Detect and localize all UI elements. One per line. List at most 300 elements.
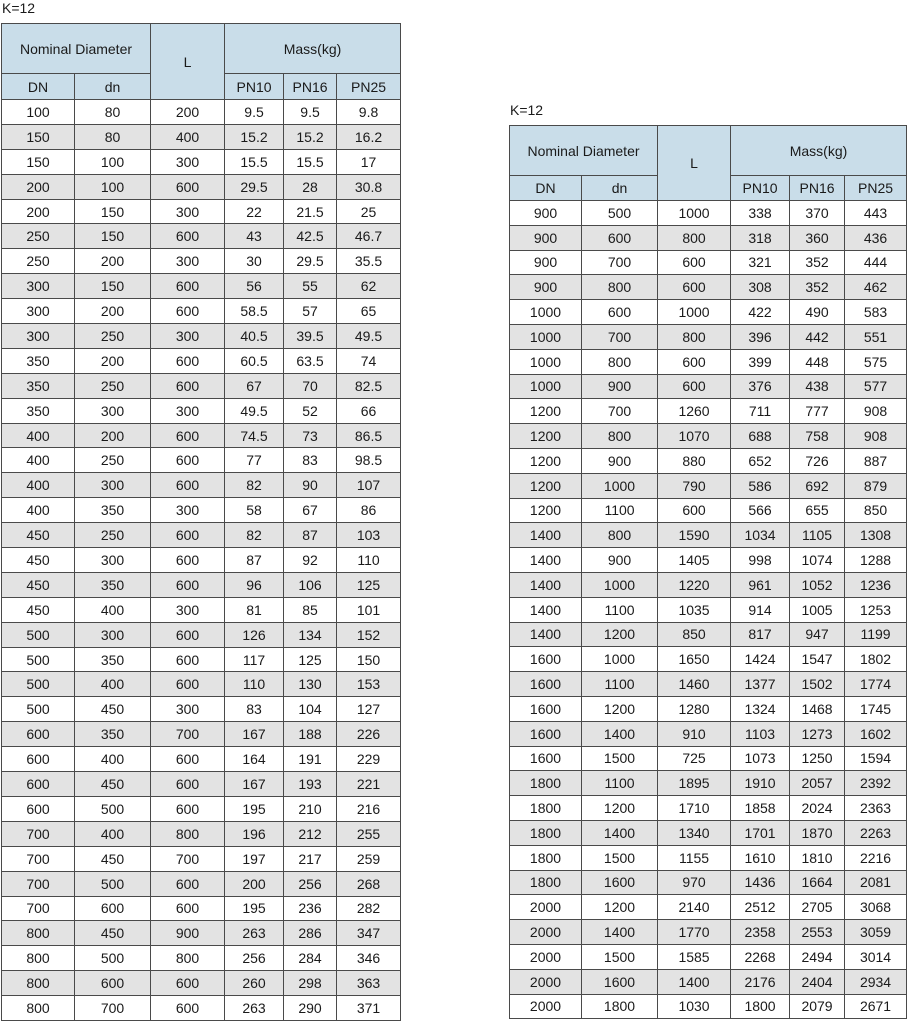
pn10-cell: 82: [225, 473, 284, 498]
dn-lower-cell: 900: [582, 448, 658, 473]
pn16-cell: 104: [284, 697, 337, 722]
table-row: [2, 597, 401, 622]
table-row: [2, 572, 401, 597]
l-cell: 1070: [658, 424, 731, 449]
l-cell: 600: [151, 572, 225, 597]
table-row: [2, 996, 401, 1021]
dn-lower-cell: 1400: [582, 721, 658, 746]
pn16-cell: 85: [284, 597, 337, 622]
dn-lower-cell: 300: [75, 398, 151, 423]
mass-header: Mass(kg): [731, 126, 907, 176]
table-row: [2, 224, 401, 249]
pn16-cell: 777: [790, 399, 845, 424]
pn16-cell: 2494: [790, 944, 845, 969]
l-cell: 1405: [658, 548, 731, 573]
pn10-cell: 96: [225, 572, 284, 597]
pn25-cell: 125: [337, 572, 401, 597]
dn-lower-cell: 400: [75, 747, 151, 772]
dn-lower-cell: 200: [75, 249, 151, 274]
pn10-cell: 256: [225, 946, 284, 971]
l-cell: 900: [151, 921, 225, 946]
pn10-cell: 688: [731, 424, 790, 449]
dn-lower-cell: 700: [582, 250, 658, 275]
dn-lower-cell: 200: [75, 348, 151, 373]
pn10-cell: 2268: [731, 944, 790, 969]
table-row: [2, 473, 401, 498]
dn-lower-cell: 1100: [582, 771, 658, 796]
pn16-cell: 2079: [790, 994, 845, 1019]
table-row: [510, 548, 907, 573]
pn25-cell: 444: [845, 250, 907, 275]
dn-lower-cell: 900: [582, 374, 658, 399]
table-row: [510, 349, 907, 374]
l-cell: 970: [658, 870, 731, 895]
dn-lower-cell: 250: [75, 373, 151, 398]
table-row: [2, 846, 401, 871]
table-row: [510, 572, 907, 597]
table-row: [2, 796, 401, 821]
l-cell: 1000: [658, 300, 731, 325]
dn-upper-cell: 600: [2, 772, 75, 797]
table-row: [510, 845, 907, 870]
dn-lower-cell: 500: [75, 796, 151, 821]
dn-lower-cell: 400: [75, 821, 151, 846]
pn16-cell: 448: [790, 349, 845, 374]
dn-lower-cell: 700: [582, 324, 658, 349]
pn16-cell: 193: [284, 772, 337, 797]
dn-lower-cell: 350: [75, 498, 151, 523]
l-cell: 1000: [658, 201, 731, 226]
dn-upper-cell: 1000: [510, 300, 582, 325]
dn-upper-header: DN: [510, 176, 582, 201]
pn16-cell: 87: [284, 523, 337, 548]
dn-lower-cell: 1200: [582, 796, 658, 821]
dn-upper-cell: 350: [2, 373, 75, 398]
table-row: [2, 548, 401, 573]
pn10-cell: 1800: [731, 994, 790, 1019]
pn25-cell: 1602: [845, 721, 907, 746]
pn25-cell: 2081: [845, 870, 907, 895]
l-cell: 600: [151, 672, 225, 697]
l-cell: 600: [151, 373, 225, 398]
pn16-cell: 1052: [790, 572, 845, 597]
table-row: [2, 647, 401, 672]
pn25-cell: 9.8: [337, 100, 401, 125]
dn-lower-header: dn: [582, 176, 658, 201]
pn10-cell: 82: [225, 523, 284, 548]
l-cell: 1340: [658, 820, 731, 845]
pn16-cell: 352: [790, 275, 845, 300]
pn25-cell: 25: [337, 199, 401, 224]
pn25-header: PN25: [337, 74, 401, 100]
dn-upper-cell: 500: [2, 622, 75, 647]
dn-lower-cell: 1000: [582, 473, 658, 498]
pn25-cell: 1308: [845, 523, 907, 548]
table-row: [2, 722, 401, 747]
pn10-cell: 1324: [731, 696, 790, 721]
pn10-cell: 2512: [731, 895, 790, 920]
pn16-cell: 438: [790, 374, 845, 399]
pn25-cell: 3068: [845, 895, 907, 920]
l-cell: 600: [151, 224, 225, 249]
pn25-header: PN25: [845, 176, 907, 201]
pn16-cell: 83: [284, 448, 337, 473]
l-cell: 1650: [658, 647, 731, 672]
l-cell: 1220: [658, 572, 731, 597]
dn-upper-header: DN: [2, 74, 75, 100]
l-cell: 300: [151, 498, 225, 523]
dn-upper-cell: 700: [2, 871, 75, 896]
dn-upper-cell: 400: [2, 423, 75, 448]
dn-lower-cell: 250: [75, 523, 151, 548]
dn-lower-cell: 900: [582, 548, 658, 573]
pn10-cell: 1073: [731, 746, 790, 771]
table-row: [2, 772, 401, 797]
dn-lower-cell: 1100: [582, 672, 658, 697]
l-cell: 600: [151, 747, 225, 772]
dn-upper-cell: 800: [2, 921, 75, 946]
pn25-cell: 17: [337, 149, 401, 174]
table-row: [2, 348, 401, 373]
dn-lower-cell: 600: [75, 896, 151, 921]
dn-lower-cell: 1600: [582, 870, 658, 895]
pn16-cell: 1005: [790, 597, 845, 622]
table-row: [2, 100, 401, 125]
pn16-cell: 947: [790, 622, 845, 647]
pn16-cell: 92: [284, 548, 337, 573]
table-body: [510, 201, 907, 1019]
pn10-cell: 167: [225, 772, 284, 797]
dn-lower-cell: 1600: [582, 969, 658, 994]
pn10-header: PN10: [225, 74, 284, 100]
pn16-cell: 21.5: [284, 199, 337, 224]
pn10-cell: 422: [731, 300, 790, 325]
pn10-cell: 338: [731, 201, 790, 226]
dn-lower-cell: 400: [75, 672, 151, 697]
dn-lower-cell: 80: [75, 124, 151, 149]
l-cell: 1710: [658, 796, 731, 821]
pn16-cell: 2404: [790, 969, 845, 994]
pn10-cell: 200: [225, 871, 284, 896]
pn25-cell: 127: [337, 697, 401, 722]
table-row: [510, 622, 907, 647]
dn-upper-cell: 500: [2, 672, 75, 697]
pn10-cell: 566: [731, 498, 790, 523]
pn16-cell: 90: [284, 473, 337, 498]
l-cell: 800: [658, 324, 731, 349]
pn25-cell: 577: [845, 374, 907, 399]
table-row: [510, 250, 907, 275]
pn10-cell: 87: [225, 548, 284, 573]
pn25-cell: 346: [337, 946, 401, 971]
dn-upper-cell: 700: [2, 846, 75, 871]
pn25-cell: 1253: [845, 597, 907, 622]
pn16-cell: 1074: [790, 548, 845, 573]
table-row: [2, 124, 401, 149]
table-row: [2, 274, 401, 299]
pn10-cell: 77: [225, 448, 284, 473]
dn-lower-cell: 700: [75, 996, 151, 1021]
dn-lower-cell: 1000: [582, 572, 658, 597]
pn25-cell: 255: [337, 821, 401, 846]
dn-upper-cell: 350: [2, 398, 75, 423]
pn25-cell: 101: [337, 597, 401, 622]
table-row: [510, 201, 907, 226]
pn10-cell: 1610: [731, 845, 790, 870]
l-cell: 1155: [658, 845, 731, 870]
pn25-cell: 152: [337, 622, 401, 647]
pn25-cell: 575: [845, 349, 907, 374]
pn16-cell: 1468: [790, 696, 845, 721]
pn10-cell: 40.5: [225, 324, 284, 349]
pn25-cell: 3014: [845, 944, 907, 969]
l-cell: 300: [151, 199, 225, 224]
dn-upper-cell: 1200: [510, 448, 582, 473]
l-cell: 600: [151, 896, 225, 921]
dn-upper-cell: 200: [2, 199, 75, 224]
table-row: [2, 448, 401, 473]
table-row: [2, 523, 401, 548]
dn-upper-cell: 700: [2, 896, 75, 921]
pn25-cell: 443: [845, 201, 907, 226]
dn-upper-cell: 1800: [510, 796, 582, 821]
pn25-cell: 908: [845, 399, 907, 424]
pn10-cell: 15.5: [225, 149, 284, 174]
pn25-cell: 74: [337, 348, 401, 373]
pn16-cell: 70: [284, 373, 337, 398]
dn-lower-cell: 1800: [582, 994, 658, 1019]
dn-upper-cell: 900: [510, 250, 582, 275]
dn-upper-cell: 700: [2, 821, 75, 846]
dn-lower-cell: 350: [75, 572, 151, 597]
pn16-cell: 125: [284, 647, 337, 672]
table-row: [510, 870, 907, 895]
dn-upper-cell: 400: [2, 498, 75, 523]
pn16-cell: 28: [284, 174, 337, 199]
l-cell: 800: [151, 946, 225, 971]
pn25-cell: 436: [845, 225, 907, 250]
pn25-cell: 850: [845, 498, 907, 523]
dn-upper-cell: 1600: [510, 672, 582, 697]
pn25-cell: 1745: [845, 696, 907, 721]
pn10-cell: 1701: [731, 820, 790, 845]
l-cell: 600: [658, 498, 731, 523]
pn25-cell: 66: [337, 398, 401, 423]
pn10-cell: 110: [225, 672, 284, 697]
pn25-cell: 347: [337, 921, 401, 946]
dn-lower-cell: 450: [75, 846, 151, 871]
table-row: [510, 473, 907, 498]
dn-upper-cell: 300: [2, 299, 75, 324]
table-row: [2, 373, 401, 398]
l-cell: 800: [658, 225, 731, 250]
pn25-cell: 583: [845, 300, 907, 325]
dn-upper-cell: 450: [2, 572, 75, 597]
l-cell: 600: [151, 348, 225, 373]
pn16-cell: 286: [284, 921, 337, 946]
dn-lower-cell: 500: [75, 946, 151, 971]
pn25-cell: 107: [337, 473, 401, 498]
pn16-cell: 1547: [790, 647, 845, 672]
dn-lower-cell: 200: [75, 423, 151, 448]
pn16-cell: 42.5: [284, 224, 337, 249]
table-row: [2, 921, 401, 946]
l-cell: 300: [151, 149, 225, 174]
pn16-cell: 134: [284, 622, 337, 647]
dn-lower-cell: 1400: [582, 820, 658, 845]
dn-upper-cell: 2000: [510, 920, 582, 945]
table-row: [2, 398, 401, 423]
pn25-cell: 2263: [845, 820, 907, 845]
dn-upper-cell: 1400: [510, 548, 582, 573]
dn-upper-cell: 600: [2, 722, 75, 747]
pn16-cell: 52: [284, 398, 337, 423]
dn-upper-cell: 900: [510, 201, 582, 226]
pn25-cell: 1199: [845, 622, 907, 647]
dn-lower-cell: 200: [75, 299, 151, 324]
pn16-cell: 1664: [790, 870, 845, 895]
pn10-cell: 2358: [731, 920, 790, 945]
table-body: [2, 100, 401, 1021]
pn25-cell: 1594: [845, 746, 907, 771]
dn-lower-cell: 1200: [582, 696, 658, 721]
pn25-cell: 887: [845, 448, 907, 473]
table-row: [2, 871, 401, 896]
l-cell: 200: [151, 100, 225, 125]
pn25-cell: 153: [337, 672, 401, 697]
dn-upper-cell: 1400: [510, 622, 582, 647]
dn-lower-cell: 250: [75, 448, 151, 473]
dn-lower-cell: 800: [582, 523, 658, 548]
dn-upper-cell: 2000: [510, 994, 582, 1019]
l-cell: 600: [151, 796, 225, 821]
pn10-header: PN10: [731, 176, 790, 201]
pn10-cell: 67: [225, 373, 284, 398]
dn-upper-cell: 1400: [510, 523, 582, 548]
dn-upper-cell: 100: [2, 100, 75, 125]
pn25-cell: 46.7: [337, 224, 401, 249]
pn10-cell: 56: [225, 274, 284, 299]
l-cell: 600: [151, 871, 225, 896]
pn10-cell: 318: [731, 225, 790, 250]
pn10-cell: 74.5: [225, 423, 284, 448]
pn16-cell: 284: [284, 946, 337, 971]
l-header: L: [658, 126, 731, 201]
pn25-cell: 86: [337, 498, 401, 523]
pn25-cell: 98.5: [337, 448, 401, 473]
pn16-cell: 236: [284, 896, 337, 921]
pn16-cell: 360: [790, 225, 845, 250]
dn-lower-cell: 400: [75, 597, 151, 622]
dn-upper-cell: 250: [2, 249, 75, 274]
dn-upper-cell: 900: [510, 275, 582, 300]
pn10-cell: 167: [225, 722, 284, 747]
pn10-cell: 399: [731, 349, 790, 374]
nominal-diameter-header: Nominal Diameter: [2, 24, 151, 74]
pn25-cell: 371: [337, 996, 401, 1021]
dn-upper-cell: 2000: [510, 944, 582, 969]
l-header: L: [151, 24, 225, 100]
pn10-cell: 1436: [731, 870, 790, 895]
dn-lower-header: dn: [75, 74, 151, 100]
pn25-cell: 229: [337, 747, 401, 772]
table-row: [2, 324, 401, 349]
dn-upper-cell: 1800: [510, 820, 582, 845]
pn25-cell: 268: [337, 871, 401, 896]
pn25-cell: 1288: [845, 548, 907, 573]
pn25-cell: 2392: [845, 771, 907, 796]
dn-upper-cell: 1400: [510, 572, 582, 597]
table-row: [510, 424, 907, 449]
table-row: [510, 696, 907, 721]
table-row: [510, 994, 907, 1019]
pn16-cell: 73: [284, 423, 337, 448]
pn10-cell: 914: [731, 597, 790, 622]
dn-upper-cell: 600: [2, 747, 75, 772]
l-cell: 300: [151, 398, 225, 423]
dn-upper-cell: 1800: [510, 771, 582, 796]
table-row: [2, 149, 401, 174]
pn10-cell: 1103: [731, 721, 790, 746]
dn-upper-cell: 300: [2, 274, 75, 299]
mass-table-left: [1, 23, 401, 1021]
pn25-cell: 259: [337, 846, 401, 871]
pn10-cell: 998: [731, 548, 790, 573]
pn25-cell: 221: [337, 772, 401, 797]
pn16-cell: 256: [284, 871, 337, 896]
dn-upper-cell: 500: [2, 647, 75, 672]
l-cell: 790: [658, 473, 731, 498]
pn25-cell: 1236: [845, 572, 907, 597]
table-row: [510, 275, 907, 300]
pn10-cell: 1424: [731, 647, 790, 672]
k-label-right: K=12: [510, 102, 544, 118]
pn10-cell: 1858: [731, 796, 790, 821]
dn-upper-cell: 1600: [510, 746, 582, 771]
pn25-cell: 2363: [845, 796, 907, 821]
pn10-cell: 60.5: [225, 348, 284, 373]
pn25-cell: 2216: [845, 845, 907, 870]
dn-lower-cell: 1500: [582, 845, 658, 870]
pn16-cell: 298: [284, 971, 337, 996]
l-cell: 910: [658, 721, 731, 746]
pn25-cell: 2934: [845, 969, 907, 994]
dn-lower-cell: 500: [582, 201, 658, 226]
table-row: [510, 746, 907, 771]
dn-lower-cell: 600: [582, 300, 658, 325]
pn10-cell: 164: [225, 747, 284, 772]
dn-upper-cell: 350: [2, 348, 75, 373]
dn-upper-cell: 500: [2, 697, 75, 722]
dn-upper-cell: 800: [2, 996, 75, 1021]
pn25-cell: 282: [337, 896, 401, 921]
table-row: [2, 896, 401, 921]
l-cell: 1460: [658, 672, 731, 697]
pn25-cell: 2671: [845, 994, 907, 1019]
pn10-cell: 43: [225, 224, 284, 249]
l-cell: 300: [151, 324, 225, 349]
table-row: [2, 747, 401, 772]
dn-upper-cell: 1000: [510, 374, 582, 399]
pn10-cell: 586: [731, 473, 790, 498]
table-row: [2, 174, 401, 199]
table-row: [510, 647, 907, 672]
dn-upper-cell: 1200: [510, 498, 582, 523]
dn-lower-cell: 150: [75, 224, 151, 249]
pn10-cell: 321: [731, 250, 790, 275]
pn10-cell: 117: [225, 647, 284, 672]
dn-lower-cell: 1500: [582, 746, 658, 771]
